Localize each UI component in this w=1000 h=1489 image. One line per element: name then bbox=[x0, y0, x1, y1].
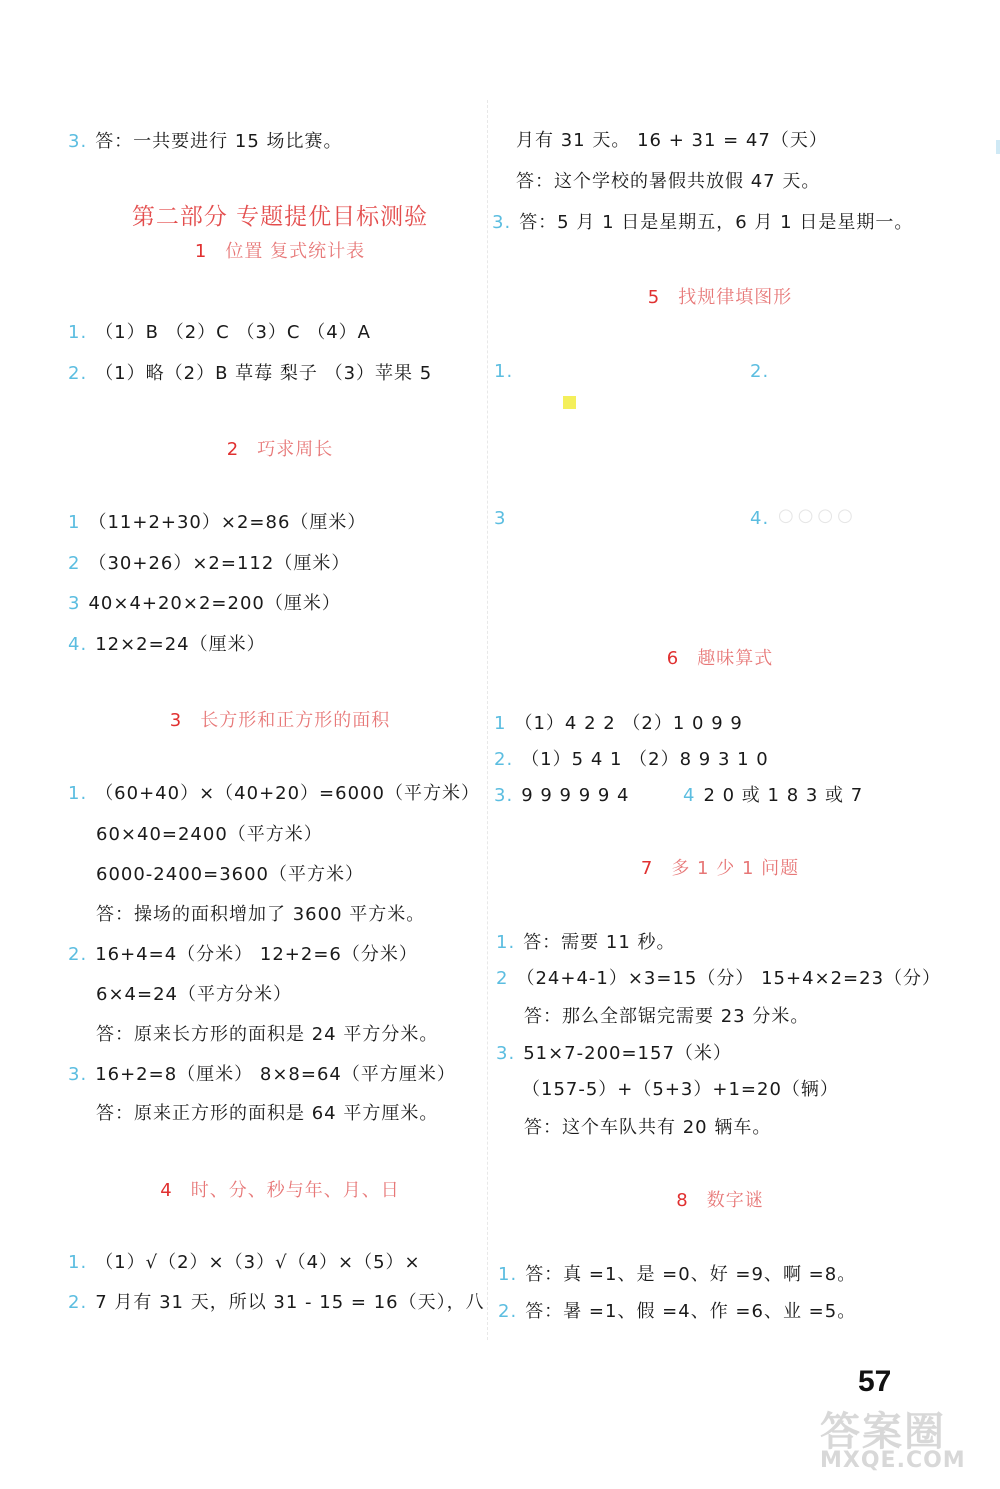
answer-line: 2 （24+4-1）×3=15（分） 15+4×2=23（分） bbox=[496, 968, 942, 989]
answer-line: 4 2 0 或 1 8 3 或 7 bbox=[683, 785, 864, 806]
answer-line: 3. 答：一共要进行 15 场比赛。 bbox=[68, 131, 343, 152]
answer-line: 答：操场的面积增加了 3600 平方米。 bbox=[96, 904, 426, 925]
answer-line: 1. 答：需要 11 秒。 bbox=[496, 932, 676, 953]
answer-line: 3. 答：5 月 1 日是星期五，6 月 1 日是星期一。 bbox=[492, 212, 914, 233]
answer-line: 答：这个学校的暑假共放假 47 天。 bbox=[516, 171, 821, 192]
yellow-highlight-mark bbox=[563, 396, 576, 409]
answer-line: 2. 16+4=4（分米） 12+2=6（分米） bbox=[68, 944, 418, 965]
section-title: 7 多 1 少 1 问题 bbox=[640, 858, 800, 879]
answer-line: 答：这个车队共有 20 辆车。 bbox=[524, 1117, 772, 1138]
section-title: 1 位置 复式统计表 bbox=[194, 241, 366, 262]
answer-line: （157-5）+（5+3）+1=20（辆） bbox=[522, 1079, 839, 1100]
section-title: 2 巧求周长 bbox=[226, 439, 334, 460]
answer-line: 答：原来长方形的面积是 24 平方分米。 bbox=[96, 1024, 439, 1045]
section-title: 4 时、分、秒与年、月、日 bbox=[160, 1180, 400, 1201]
answer-line: 1. （60+40）×（40+20）=6000（平方米） bbox=[68, 783, 480, 804]
answer-line: 3. 16+2=8（厘米） 8×8=64（平方厘米） bbox=[68, 1064, 456, 1085]
answer-line: 1 （1）4 2 2 （2）1 0 9 9 bbox=[494, 713, 743, 734]
answer-line: 6000-2400=3600（平方米） bbox=[96, 864, 365, 885]
answer-line: 1. （1）B （2）C （3）C （4）A bbox=[68, 322, 371, 343]
edge-tab-mark bbox=[996, 140, 1000, 154]
answer-line: 4. bbox=[750, 508, 770, 529]
answer-line: 2. （1）略（2）B 草莓 梨子 （3）苹果 5 bbox=[68, 363, 433, 384]
answer-line: 1. （1）√（2）×（3）√（4）×（5）× bbox=[68, 1252, 421, 1273]
answer-line: 2 （30+26）×2=112（厘米） bbox=[68, 553, 351, 574]
answer-line: 3. 51×7-200=157（米） bbox=[496, 1043, 732, 1064]
answer-line: 答：原来正方形的面积是 64 平方厘米。 bbox=[96, 1103, 439, 1124]
page-number: 57 bbox=[858, 1365, 892, 1398]
answer-line: 3. 9 9 9 9 9 4 bbox=[494, 785, 630, 806]
answer-line: 2. 答：暑 =1、假 =4、作 =6、业 =5。 bbox=[498, 1301, 857, 1322]
section-title: 8 数字谜 bbox=[676, 1190, 764, 1211]
answer-line: 3 bbox=[494, 508, 507, 529]
answer-line: 60×40=2400（平方米） bbox=[96, 824, 323, 845]
part-title: 第二部分 专题提优目标测验 bbox=[131, 204, 429, 230]
answer-line: 答：那么全部锯完需要 23 分米。 bbox=[524, 1006, 810, 1027]
faded-figure: ○○○○ bbox=[778, 505, 857, 526]
answer-line: 6×4=24（平方分米） bbox=[96, 984, 292, 1005]
section-title: 3 长方形和正方形的面积 bbox=[169, 710, 391, 731]
answer-line: 2. （1）5 4 1 （2）8 9 3 1 0 bbox=[494, 749, 769, 770]
watermark-logo: 答案圈 bbox=[820, 1409, 946, 1455]
answer-line: 3 40×4+20×2=200（厘米） bbox=[68, 593, 341, 614]
answer-line: 1. 答：真 =1、是 =0、好 =9、啊 =8。 bbox=[498, 1264, 857, 1285]
answer-line: 2. 7 月有 31 天，所以 31 - 15 = 16（天），八 bbox=[68, 1292, 485, 1313]
section-title: 6 趣味算式 bbox=[666, 648, 774, 669]
watermark-url: MXQE.COM bbox=[820, 1448, 966, 1473]
section-title: 5 找规律填图形 bbox=[647, 287, 793, 308]
answer-line: 2. bbox=[750, 361, 770, 382]
column-divider bbox=[487, 100, 488, 1340]
answer-line: 1. bbox=[494, 361, 514, 382]
answer-line: 月有 31 天。 16 + 31 = 47（天） bbox=[516, 130, 828, 151]
answer-line: 1 （11+2+30）×2=86（厘米） bbox=[68, 512, 367, 533]
answer-line: 4. 12×2=24（厘米） bbox=[68, 634, 266, 655]
